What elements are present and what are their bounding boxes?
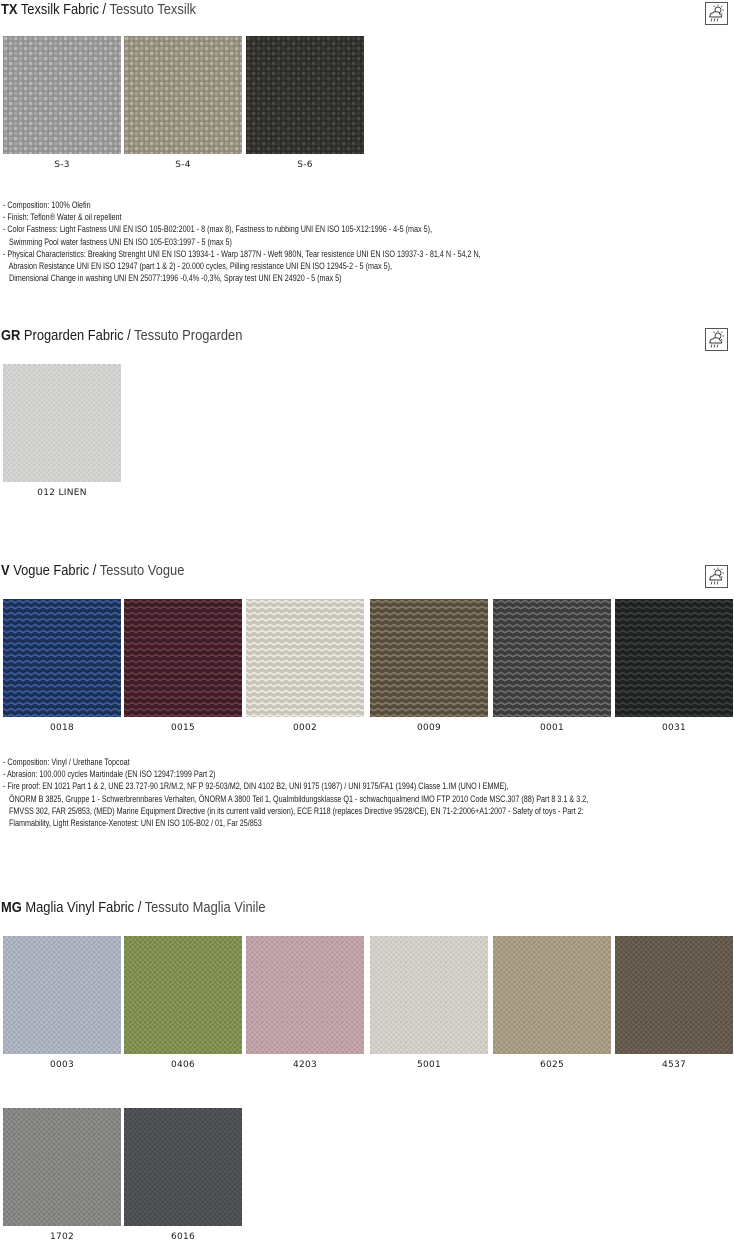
section-title-tx xyxy=(1,1,196,19)
fabric-name-en: Vogue Fabric / xyxy=(9,562,100,579)
spec-line: - Composition: Vinyl / Urethane Topcoat xyxy=(3,757,130,767)
swatch-code-label: 4203 xyxy=(292,1060,318,1070)
swatch-code-label: 6016 xyxy=(170,1232,196,1242)
section-title-v xyxy=(1,562,184,580)
spec-line: - Fire proof: EN 1021 Part 1 & 2, UNE 23.727-90 1R/M.2, NF P 92-503/M2, DIN 4102 B2, UNI 9175 (1987) / UNI 9175/FA1 (1994) Classe 1.IM (UNO I EMME), xyxy=(3,781,509,792)
spec-list xyxy=(3,756,588,829)
fabric-swatch xyxy=(493,936,611,1054)
fabric-name-it: Tessuto Texsilk xyxy=(109,1,197,18)
fabric-name-it: Tessuto Vogue xyxy=(99,562,185,579)
swatch-code-label: S-3 xyxy=(54,160,70,170)
fabric-swatch xyxy=(615,599,733,717)
swatch-code-label: 0406 xyxy=(170,1060,196,1070)
fabric-swatch xyxy=(246,936,364,1054)
swatch-code-label: 012 LINEN xyxy=(37,488,87,498)
fabric-swatch xyxy=(370,599,488,717)
swatch-code-label: 0031 xyxy=(661,723,687,733)
weather-resistance-icon xyxy=(705,328,728,351)
spec-list xyxy=(3,199,481,284)
spec-line: - Abrasion: 100.000 cycles Martindale (EN ISO 12947:1999 Part 2) xyxy=(3,769,216,780)
swatch-code-label: 5001 xyxy=(416,1060,442,1070)
fabric-swatch xyxy=(124,936,242,1054)
fabric-swatch xyxy=(3,36,121,154)
fabric-code: TX xyxy=(1,1,18,18)
fabric-swatch xyxy=(246,599,364,717)
swatch-code-label: 0002 xyxy=(292,723,318,733)
swatch-code-label: S-4 xyxy=(175,160,191,170)
swatch-code-label: 4537 xyxy=(661,1060,687,1070)
section-title-gr xyxy=(1,327,242,345)
fabric-swatch xyxy=(615,936,733,1054)
fabric-swatch xyxy=(3,364,121,482)
fabric-swatch xyxy=(124,1108,242,1226)
swatch-code-label: 0018 xyxy=(49,723,75,733)
spec-line: FMVSS 302, FAR 25/853, (MED) Marine Equipment Directive (in its current valid version), ECE R118 (replaces Directive 95/28/CE), EN 71-2:2006+A1:2007 - Safety of toys - Part 2: xyxy=(3,805,584,816)
fabric-swatch xyxy=(246,36,364,154)
fabric-code: MG xyxy=(1,899,22,916)
fabric-name-en: Progarden Fabric / xyxy=(20,327,135,344)
fabric-swatch xyxy=(3,599,121,717)
weather-resistance-icon xyxy=(705,2,728,25)
spec-line: Flammability, Light Resistance-Xenotest: UNI EN ISO 105-B02 / 01, Far 25/853 xyxy=(3,818,262,829)
spec-line: - Physical Characteristics: Breaking Strenght UNI EN ISO 13934-1 - Warp 1877N - Weft 980N, Tear resistence UNI EN ISO 13937-3 - 81,4 N - 54,2 N, xyxy=(3,248,481,259)
swatch-code-label: 6025 xyxy=(539,1060,565,1070)
spec-line: Dimensional Change in washing UNI EN 25077:1996 -0,4% -0,3%, Spray test UNI EN 24920 - 5 (max 5) xyxy=(3,273,342,284)
fabric-swatch xyxy=(3,1108,121,1226)
fabric-swatch xyxy=(124,36,242,154)
swatch-code-label: 0009 xyxy=(416,723,442,733)
fabric-code: V xyxy=(1,562,10,579)
fabric-name-it: Tessuto Maglia Vinile xyxy=(144,899,266,916)
spec-line: - Finish: Teflon® Water & oil repellent xyxy=(3,212,122,223)
swatch-code-label: 1702 xyxy=(49,1232,75,1242)
fabric-swatch xyxy=(493,599,611,717)
spec-line: - Composition: 100% Olefin xyxy=(3,200,91,210)
section-title-mg xyxy=(1,899,266,917)
fabric-swatch xyxy=(370,936,488,1054)
swatch-code-label: 0001 xyxy=(539,723,565,733)
spec-line: - Color Fastness: Light Fastness UNI EN ISO 105-B02:2001 - 8 (max 8), Fastness to rubbing UNI EN ISO 105-X12:1996 - 4-5 (max 5), xyxy=(3,224,432,235)
swatch-code-label: 0015 xyxy=(170,723,196,733)
fabric-code: GR xyxy=(1,327,21,344)
fabric-name-en: Maglia Vinyl Fabric / xyxy=(21,899,145,916)
fabric-name-it: Tessuto Progarden xyxy=(134,327,243,344)
spec-line: Abrasion Resistance UNI EN ISO 12947 (part 1 & 2) - 20.000 cycles, Pilling resistance UNI EN ISO 12945-2 - 5 (max 5), xyxy=(3,261,392,272)
spec-line: Swimming Pool water fastness UNI EN ISO 105-E03:1997 - 5 (max 5) xyxy=(3,236,232,247)
weather-resistance-icon xyxy=(705,565,728,588)
fabric-swatch xyxy=(124,599,242,717)
fabric-swatch xyxy=(3,936,121,1054)
swatch-code-label: 0003 xyxy=(49,1060,75,1070)
fabric-name-en: Texsilk Fabric / xyxy=(17,1,110,18)
spec-line: ÖNORM B 3825, Gruppe 1 - Schwerbrennbares Verhalten, ÖNORM A 3800 Teil 1, Qualmbildungsklasse Q1 - schwachqualmend IMO FTP 2010 Code MSC.307 (88) Part 8 3.1 & 3.2, xyxy=(3,793,589,804)
swatch-code-label: S-6 xyxy=(297,160,313,170)
